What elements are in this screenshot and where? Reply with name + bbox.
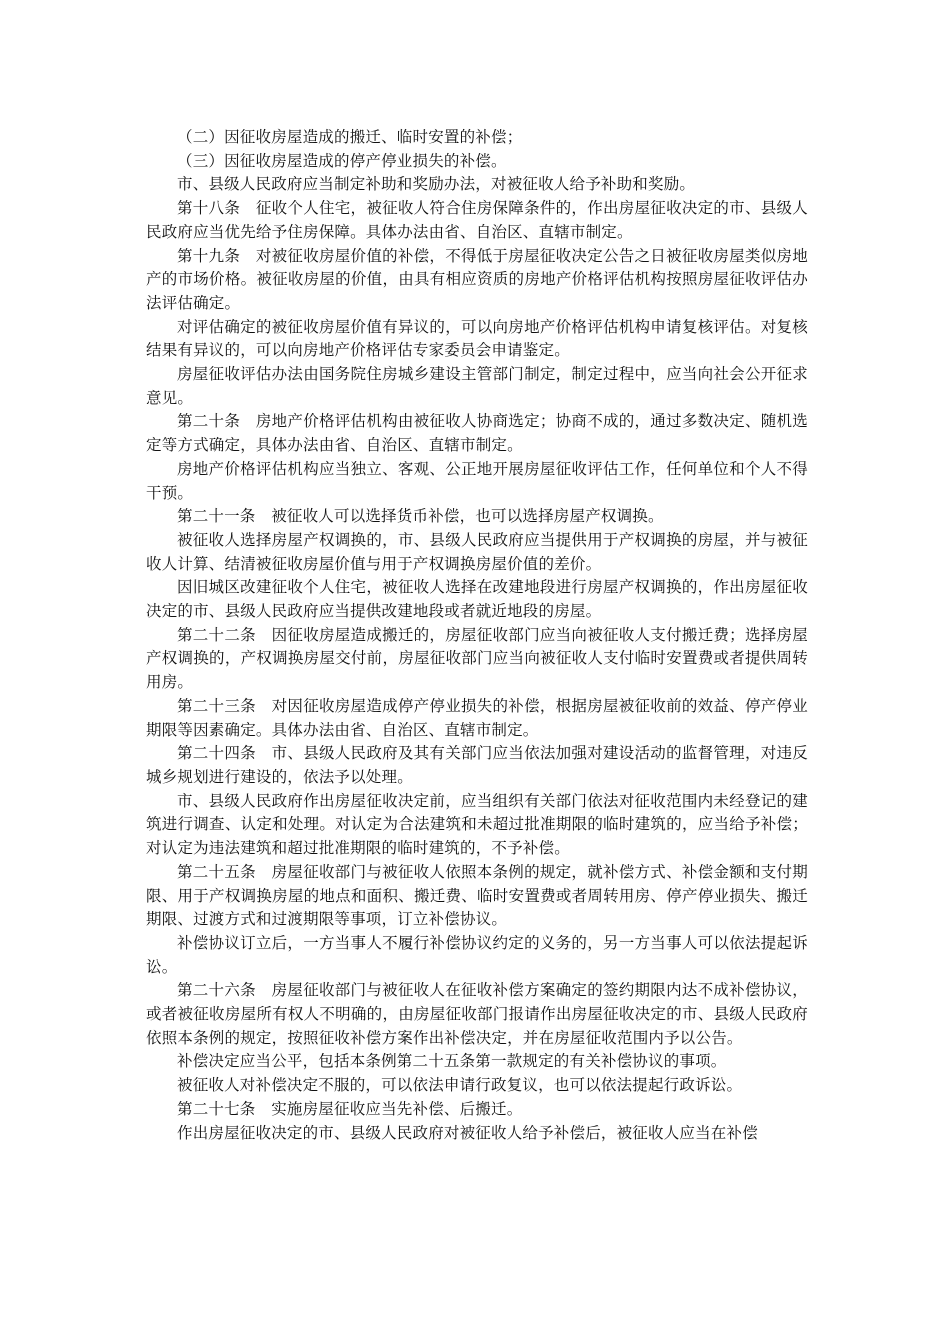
article-25: 第二十五条 房屋征收部门与被征收人依照本条例的规定，就补偿方式、补偿金额和支付期限、用于产权调换房屋的地点和面积、搬迁费、临时安置费或者周转用房、停产停业损失、搬迁期限、过渡方式和过渡期限等事项，订立补偿协议。 bbox=[146, 862, 808, 929]
article-26: 第二十六条 房屋征收部门与被征收人在征收补偿方案确定的签约期限内达不成补偿协议，或者被征收房屋所有权人不明确的，由房屋征收部门报请作出房屋征收决定的市、县级人民政府依照本条例的规定，按照征收补偿方案作出补偿决定，并在房屋征收范围内予以公告。 bbox=[146, 981, 808, 1047]
paragraph-2: （三）因征收房屋造成的停产停业损失的补偿。 bbox=[177, 151, 507, 170]
document-body bbox=[146, 126, 808, 1145]
paragraph-1: （二）因征收房屋造成的搬迁、临时安置的补偿； bbox=[177, 128, 523, 146]
article-24: 第二十四条 市、县级人民政府及其有关部门应当依法加强对建设活动的监督管理，对违反城乡规划进行建设的，依法予以处理。 bbox=[146, 744, 808, 786]
article-22: 第二十二条 因征收房屋造成搬迁的，房屋征收部门应当向被征收人支付搬迁费；选择房屋产权调换的，产权调换房屋交付前，房屋征收部门应当向被征收人支付临时安置费或者提供周转用房。 bbox=[146, 625, 808, 692]
article-21-para-3: 因旧城区改建征收个人住宅，被征收人选择在改建地段进行房屋产权调换的，作出房屋征收决定的市、县级人民政府应当提供改建地段或者就近地段的房屋。 bbox=[146, 578, 808, 621]
article-27: 第二十七条 实施房屋征收应当先补偿、后搬迁。 bbox=[177, 1099, 523, 1118]
article-25-para-2: 补偿协议订立后，一方当事人不履行补偿协议约定的义务的，另一方当事人可以依法提起诉讼。 bbox=[146, 933, 808, 976]
article-26-para-2: 补偿决定应当公平，包括本条例第二十五条第一款规定的有关补偿协议的事项。 bbox=[177, 1052, 727, 1071]
article-20-para-2: 房地产价格评估机构应当独立、客观、公正地开展房屋征收评估工作，任何单位和个人不得干预。 bbox=[146, 459, 808, 502]
article-21-para-2: 被征收人选择房屋产权调换的，市、县级人民政府应当提供用于产权调换的房屋，并与被征收人计算、结清被征收房屋价值与用于产权调换房屋价值的差价。 bbox=[146, 530, 808, 573]
article-23: 第二十三条 对因征收房屋造成停产停业损失的补偿，根据房屋被征收前的效益、停产停业期限等因素确定。具体办法由省、自治区、直辖市制定。 bbox=[146, 696, 808, 739]
paragraph-3: 市、县级人民政府应当制定补助和奖励办法，对被征收人给予补助和奖励。 bbox=[177, 175, 696, 194]
article-27-para-2: 作出房屋征收决定的市、县级人民政府对被征收人给予补偿后，被征收人应当在补偿 bbox=[177, 1123, 758, 1142]
article-19: 第十九条 对被征收房屋价值的补偿，不得低于房屋征收决定公告之日被征收房屋类似房地产的市场价格。被征收房屋的价值，由具有相应资质的房地产价格评估机构按照房屋征收评估办法评估确定。 bbox=[146, 246, 808, 312]
article-19-para-3: 房屋征收评估办法由国务院住房城乡建设主管部门制定，制定过程中，应当向社会公开征求意见。 bbox=[146, 365, 808, 407]
article-18: 第十八条 征收个人住宅，被征收人符合住房保障条件的，作出房屋征收决定的市、县级人民政府应当优先给予住房保障。具体办法由省、自治区、直辖市制定。 bbox=[146, 199, 808, 241]
article-21: 第二十一条 被征收人可以选择货币补偿，也可以选择房屋产权调换。 bbox=[177, 507, 664, 526]
article-19-para-2: 对评估确定的被征收房屋价值有异议的，可以向房地产价格评估机构申请复核评估。对复核结果有异议的，可以向房地产价格评估专家委员会申请鉴定。 bbox=[146, 317, 808, 360]
article-26-para-3: 被征收人对补偿决定不服的，可以依法申请行政复议，也可以依法提起行政诉讼。 bbox=[177, 1076, 743, 1095]
article-20: 第二十条 房地产价格评估机构由被征收人协商选定；协商不成的，通过多数决定、随机选定等方式确定，具体办法由省、自治区、直辖市制定。 bbox=[146, 412, 808, 455]
article-24-para-2: 市、县级人民政府作出房屋征收决定前，应当组织有关部门依法对征收范围内未经登记的建筑进行调查、认定和处理。对认定为合法建筑和未超过批准期限的临时建筑的，应当给予补偿；对认定为违法建筑和超过批准期限的临时建筑的，不予补偿。 bbox=[146, 791, 808, 858]
